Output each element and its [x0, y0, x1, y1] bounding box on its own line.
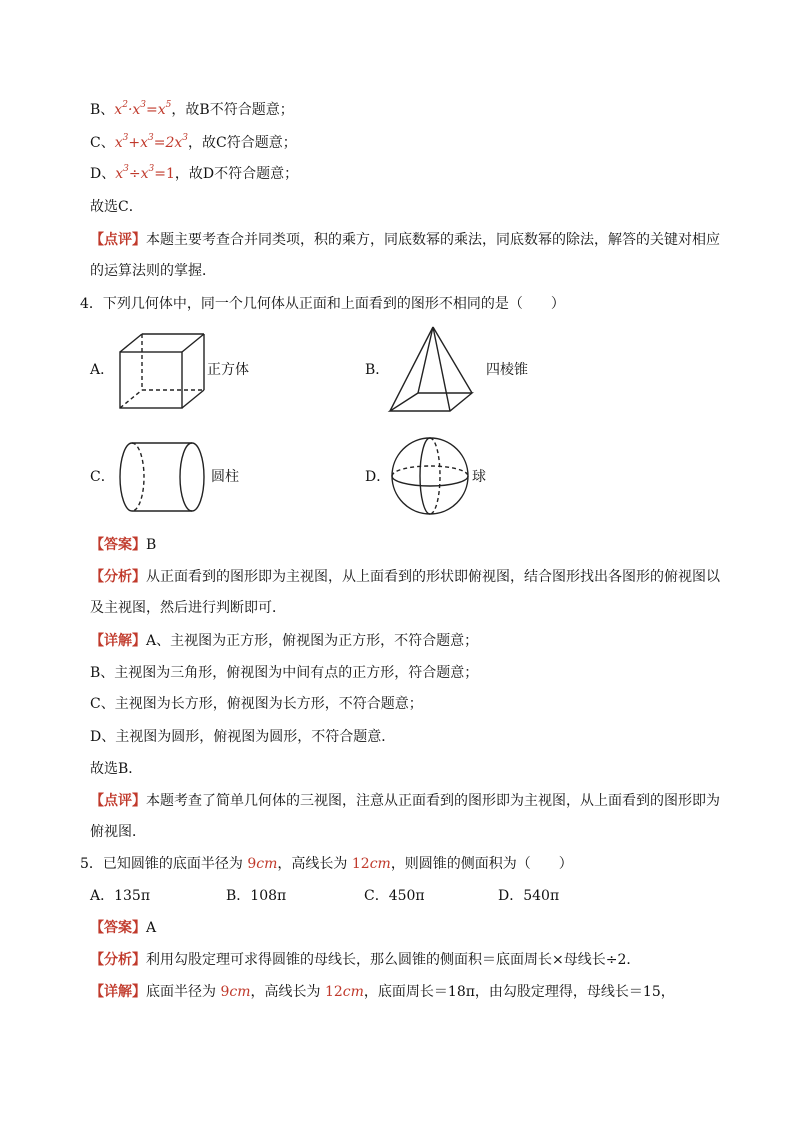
- prev-choose: 故选C．: [90, 199, 143, 215]
- q4-option-b-letter: B．: [365, 362, 390, 378]
- detail-b-suffix: ，故B不符合题意；: [171, 102, 294, 118]
- cube-figure-icon: [118, 332, 208, 412]
- q4-option-d-name: 球: [472, 469, 486, 485]
- q5-option-c: C．450π: [364, 888, 425, 904]
- q5-detail: 【详解】底面半径为 9cm，高线长为 12cm，底面周长＝18π，由勾股定理得，母线长＝15，: [90, 984, 675, 1000]
- pyramid-figure-icon: [388, 325, 478, 415]
- comment-tag: 【点评】: [90, 793, 146, 809]
- answer-value: A: [146, 920, 157, 936]
- detail-c-suffix: ，故C符合题意；: [188, 135, 297, 151]
- expr-d: $x^3\div x^3=1$: [115, 164, 175, 182]
- detail-tag: 【详解】: [90, 984, 146, 1000]
- q4-option-a-letter: A．: [90, 362, 115, 378]
- cylinder-figure-icon: [116, 440, 208, 516]
- q4-analysis-l1: [90, 567, 720, 587]
- detail-tag: 【详解】: [90, 633, 146, 649]
- detail-c-line: [90, 133, 297, 153]
- analysis-tag: 【分析】: [90, 952, 146, 968]
- detail-b-line: [90, 100, 294, 120]
- prev-comment-l2: 的运算法则的掌握．: [90, 263, 216, 279]
- q4-stem: 4．下列几何体中，同一个几何体从正面和上面看到的图形不相同的是（ ）: [80, 296, 565, 312]
- q5-analysis: [90, 950, 640, 970]
- q4-detail-c: C、主视图为长方形，俯视图为长方形，不符合题意；: [90, 696, 423, 712]
- q5-option-a: A．135π: [90, 888, 151, 904]
- prev-comment-l1: [90, 230, 720, 250]
- q4-answer: [90, 535, 156, 555]
- q4-option-a-name: 正方体: [207, 362, 249, 378]
- comment-text: 本题主要考查合并同类项，积的乘方，同底数幂的乘法，同底数幂的除法，解答的关键对相应: [146, 232, 720, 248]
- analysis-text: 从正面看到的图形即为主视图，从上面看到的形状即俯视图，结合图形找出各图形的俯视图以: [146, 569, 720, 585]
- q4-analysis-l2: 及主视图，然后进行判断即可．: [90, 600, 286, 616]
- q4-option-d-letter: D．: [365, 469, 391, 485]
- analysis-tag: 【分析】: [90, 569, 146, 585]
- answer-tag: 【答案】: [90, 537, 146, 553]
- q4-option-b-name-visible: 四棱锥: [486, 362, 528, 378]
- q5-answer: [90, 918, 156, 938]
- q4-detail-b: B、主视图为三角形，俯视图为中间有点的正方形，符合题意；: [90, 665, 479, 681]
- q4-option-c-name: 圆柱: [211, 469, 239, 485]
- sphere-figure-icon: [390, 436, 470, 516]
- q4-detail-a: [90, 631, 478, 651]
- q5-stem: 5．已知圆锥的底面半径为 9cm，高线长为 12cm，则圆锥的侧面积为（ ）: [80, 856, 573, 872]
- comment-tag: 【点评】: [90, 232, 146, 248]
- q5-option-d: D．540π: [498, 888, 560, 904]
- expr-b: $x^2\cdot x^3=x^5$: [114, 100, 172, 118]
- q4-detail-d: D、主视图为圆形，俯视图为圆形，不符合题意．: [90, 729, 396, 745]
- q4-choose: 故选B．: [90, 761, 143, 777]
- q4-comment-l1: [90, 791, 720, 811]
- detail-d-suffix: ，故D不符合题意；: [174, 166, 299, 182]
- expr-c: $x^3+x^3=2x^3$: [114, 133, 189, 151]
- q4-comment-l2: 俯视图．: [90, 824, 146, 840]
- detail-b-prefix: B、: [90, 102, 115, 118]
- comment-text: 本题考查了简单几何体的三视图，注意从正面看到的图形即为主视图，从上面看到的图形即为: [146, 793, 720, 809]
- q5-option-b: B．108π: [226, 888, 287, 904]
- detail-d-line: [90, 164, 298, 184]
- answer-value: B: [146, 537, 157, 553]
- analysis-text: 利用勾股定理可求得圆锥的母线长，那么圆锥的侧面积＝底面周长×母线长÷2．: [146, 952, 641, 968]
- answer-tag: 【答案】: [90, 920, 146, 936]
- detail-a-text: A、主视图为正方形，俯视图为正方形，不符合题意；: [146, 633, 479, 649]
- detail-d-prefix: D、: [90, 166, 116, 182]
- detail-c-prefix: C、: [90, 135, 115, 151]
- q4-option-c-letter: C．: [90, 469, 115, 485]
